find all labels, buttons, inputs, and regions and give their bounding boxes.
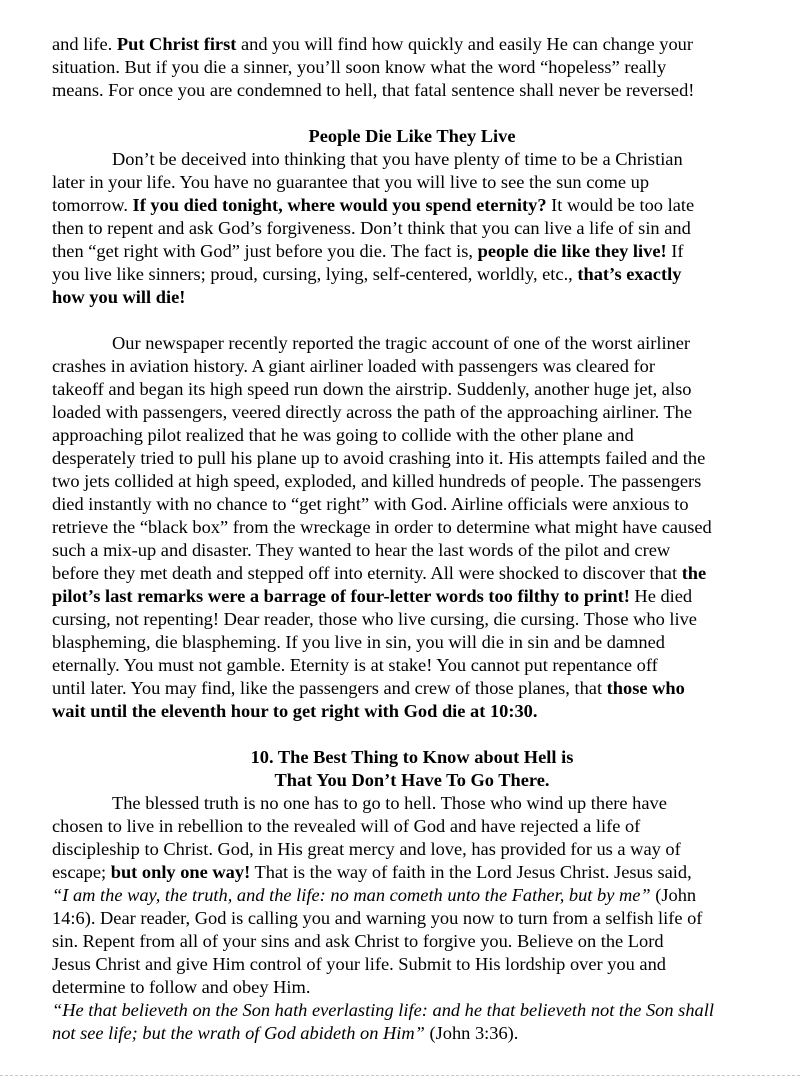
text-run: That is the way of faith in the Lord Jesus Christ. Jesus said, xyxy=(250,862,692,882)
bold-text: pilot’s last remarks were a barrage of four-letter words too filthy to print! xyxy=(52,586,630,606)
text-line xyxy=(52,999,772,1022)
bold-text: the xyxy=(681,563,707,583)
text-line xyxy=(52,1022,772,1045)
bold-text: Put Christ first xyxy=(116,34,237,54)
paragraph-gap xyxy=(52,102,772,125)
bold-text: people die like they live! xyxy=(477,241,667,261)
text-line xyxy=(52,953,772,976)
text-line xyxy=(52,56,772,79)
text-run: loaded with passengers, veered directly across the path of the approaching airliner. The xyxy=(52,402,693,422)
bold-text: that’s exactly xyxy=(577,264,682,284)
text-line xyxy=(52,493,772,516)
intro-paragraph xyxy=(52,33,772,102)
text-run: Our newspaper recently reported the tragic account of one of the worst airliner xyxy=(112,333,691,353)
text-run: situation. But if you die a sinner, you’ll soon know what the word “hopeless” really xyxy=(52,57,667,77)
italic-text: “He that believeth on the Son hath everlasting life: and he that believeth not the Son shall xyxy=(52,1000,714,1020)
bold-text: but only one way! xyxy=(110,862,251,882)
text-run: It would be too late xyxy=(546,195,695,215)
text-line xyxy=(52,608,772,631)
text-run: chosen to live in rebellion to the revealed will of God and have rejected a life of xyxy=(52,816,641,836)
text-run: sin. Repent from all of your sins and ask Christ to forgive you. Believe on the Lord xyxy=(52,931,664,951)
closing-verse xyxy=(52,999,772,1045)
paragraph-gap xyxy=(52,723,772,746)
text-line xyxy=(52,33,772,56)
text-run: then “get right with God” just before you die. The fact is, xyxy=(52,241,478,261)
bold-text: those who xyxy=(606,678,685,698)
text-run: blaspheming, die blaspheming. If you live in sin, you will die in sin and be damned xyxy=(52,632,665,652)
text-run: and you will find how quickly and easily He can change your xyxy=(236,34,693,54)
text-run: eternally. You must not gamble. Eternity is at stake! You cannot put repentance off xyxy=(52,655,658,675)
document-page xyxy=(52,33,772,1045)
text-line xyxy=(52,562,772,585)
text-run: takeoff and began its high speed run down the airstrip. Suddenly, another huge jet, also xyxy=(52,379,692,399)
text-run: escape; xyxy=(52,862,111,882)
text-run: (John xyxy=(650,885,697,905)
text-run: Jesus Christ and give Him control of your life. Submit to His lordship over you and xyxy=(52,954,666,974)
text-run: until later. You may find, like the passengers and crew of those planes, that xyxy=(52,678,607,698)
text-line xyxy=(52,194,772,217)
text-run: (John 3:36). xyxy=(424,1023,519,1043)
text-line xyxy=(52,401,772,424)
text-line xyxy=(52,263,772,286)
text-line xyxy=(52,378,772,401)
section-heading-best-thing-line1: 10. The Best Thing to Know about Hell is xyxy=(250,747,574,767)
text-line xyxy=(52,79,772,102)
text-run: retrieve the “black box” from the wreckage in order to determine what might have caused xyxy=(52,517,712,537)
text-line xyxy=(52,171,772,194)
bold-text: wait until the eleventh hour to get right with God die at 10:30. xyxy=(52,701,538,721)
text-line xyxy=(52,286,772,309)
text-run: He died xyxy=(629,586,693,606)
text-line xyxy=(52,677,772,700)
text-line xyxy=(52,792,772,815)
text-line xyxy=(52,240,772,263)
text-run: desperately tried to pull his plane up to avoid crashing into it. His attempts failed and the xyxy=(52,448,706,468)
text-run: tomorrow. xyxy=(52,195,133,215)
text-line xyxy=(52,148,772,171)
text-run: and life. xyxy=(52,34,117,54)
text-run: Don’t be deceived into thinking that you have plenty of time to be a Christian xyxy=(112,149,683,169)
text-line xyxy=(52,861,772,884)
text-line xyxy=(52,815,772,838)
text-line xyxy=(52,907,772,930)
text-line xyxy=(52,539,772,562)
text-run: 14:6). Dear reader, God is calling you and warning you now to turn from a selfish life of xyxy=(52,908,703,928)
text-line xyxy=(52,654,772,677)
italic-text: “I am the way, the truth, and the life: no man cometh unto the Father, but by me” xyxy=(52,885,651,905)
page-break-line xyxy=(0,1075,800,1076)
text-line xyxy=(52,424,772,447)
text-run: determine to follow and obey Him. xyxy=(52,977,311,997)
section2-paragraph xyxy=(52,792,772,999)
text-run: If xyxy=(666,241,684,261)
text-line xyxy=(52,930,772,953)
text-line xyxy=(52,700,772,723)
text-line xyxy=(52,516,772,539)
text-line xyxy=(52,332,772,355)
bold-text: how you will die! xyxy=(52,287,186,307)
text-run: cursing, not repenting! Dear reader, those who live cursing, die cursing. Those who live xyxy=(52,609,697,629)
text-run: before they met death and stepped off into eternity. All were shocked to discover that xyxy=(52,563,682,583)
text-line xyxy=(52,355,772,378)
text-run: you live like sinners; proud, cursing, lying, self-centered, worldly, etc., xyxy=(52,264,578,284)
bold-text: If you died tonight, where would you spend eternity? xyxy=(132,195,547,215)
text-run: two jets collided at high speed, exploded, and killed hundreds of people. The passengers xyxy=(52,471,702,491)
text-line xyxy=(52,884,772,907)
section1-paragraph-2 xyxy=(52,332,772,723)
text-line xyxy=(52,976,772,999)
text-run: discipleship to Christ. God, in His great mercy and love, has provided for us a way of xyxy=(52,839,681,859)
section1-paragraph-1 xyxy=(52,148,772,309)
text-line xyxy=(52,838,772,861)
text-run: crashes in aviation history. A giant airliner loaded with passengers was cleared for xyxy=(52,356,655,376)
text-run: means. For once you are condemned to hell, that fatal sentence shall never be reversed! xyxy=(52,80,695,100)
text-line xyxy=(52,470,772,493)
text-run: died instantly with no chance to “get right” with God. Airline officials were anxious to xyxy=(52,494,689,514)
text-run: approaching pilot realized that he was going to collide with the other plane and xyxy=(52,425,634,445)
text-run: then to repent and ask God’s forgiveness. Don’t think that you can live a life of sin and xyxy=(52,218,691,238)
text-run: later in your life. You have no guarantee that you will live to see the sun come up xyxy=(52,172,650,192)
section-heading-best-thing-line2: That You Don’t Have To Go There. xyxy=(274,770,550,790)
text-line xyxy=(52,631,772,654)
text-line xyxy=(52,447,772,470)
section-heading-people-die: People Die Like They Live xyxy=(308,126,516,146)
paragraph-gap xyxy=(52,309,772,332)
italic-text: not see life; but the wrath of God abideth on Him” xyxy=(52,1023,425,1043)
text-run: such a mix-up and disaster. They wanted to hear the last words of the pilot and crew xyxy=(52,540,671,560)
text-line xyxy=(52,217,772,240)
text-run: The blessed truth is no one has to go to hell. Those who wind up there have xyxy=(112,793,667,813)
text-line xyxy=(52,585,772,608)
